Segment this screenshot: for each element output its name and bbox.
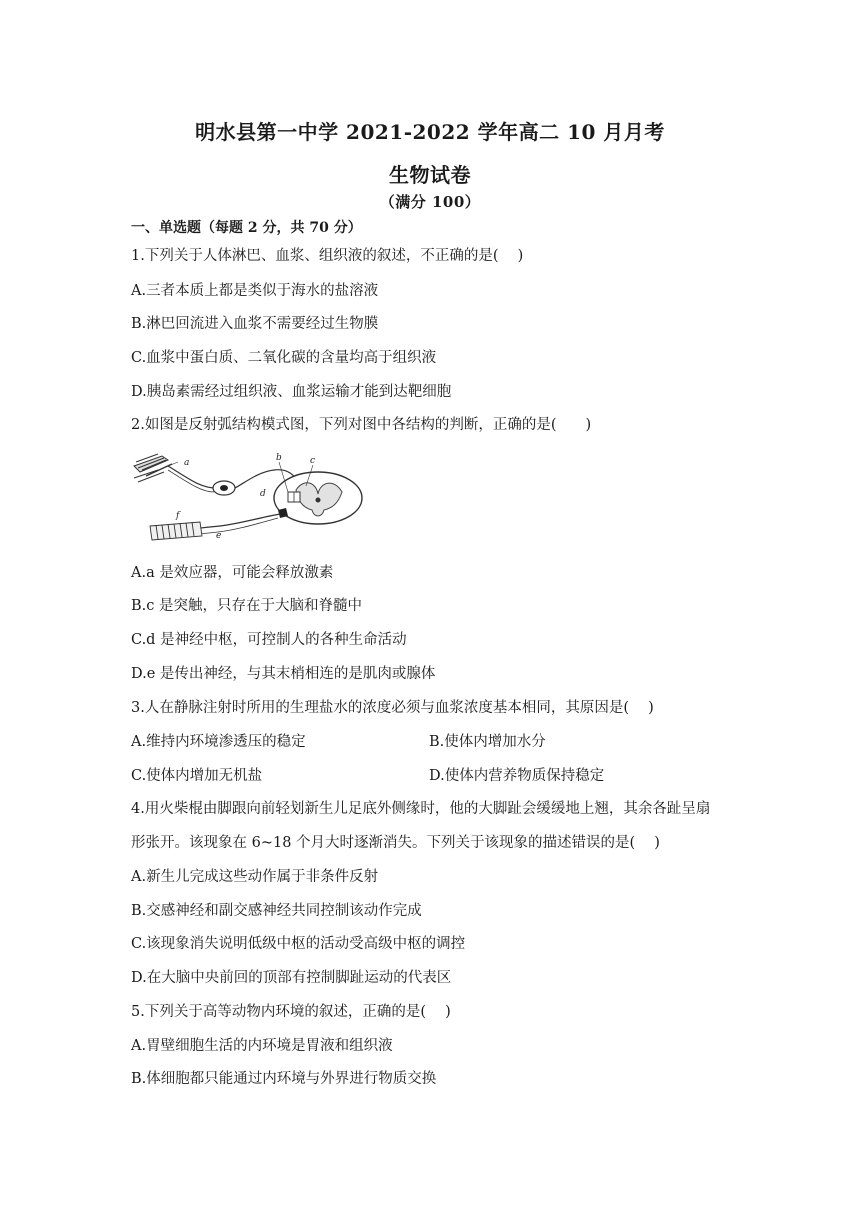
q2-option-b: B.c 是突触，只存在于大脑和脊髓中 bbox=[131, 598, 362, 614]
q3-option-c: C.使体内增加无机盐 bbox=[131, 768, 263, 784]
receptor-skin bbox=[134, 454, 172, 482]
q1-stem: 1.下列关于人体淋巴、血浆、组织液的叙述，不正确的是( ) bbox=[131, 248, 524, 264]
q3-option-b: B.使体内增加水分 bbox=[429, 734, 546, 750]
q3-option-a: A.维持内环境渗透压的稳定 bbox=[131, 734, 306, 750]
q3-stem: 3.人在静脉注射时所用的生理盐水的浓度必须与血浆浓度基本相同，其原因是( ) bbox=[131, 700, 654, 716]
exam-title: 明水县第一中学 2021-2022 学年高二 10 月月考 bbox=[195, 120, 665, 144]
q4-option-c: C.该现象消失说明低级中枢的活动受高级中枢的调控 bbox=[131, 936, 466, 952]
fig-label-b: b bbox=[276, 453, 282, 463]
q4-stem-line2: 形张开。该现象在 6~18 个月大时逐渐消失。下列关于该现象的描述错误的是( ) bbox=[131, 835, 660, 851]
effector-muscle bbox=[150, 522, 202, 540]
q2-option-a: A.a 是效应器，可能会释放激素 bbox=[131, 565, 334, 581]
q1-option-b: B.淋巴回流进入血浆不需要经过生物膜 bbox=[131, 316, 379, 332]
section-heading: 一、单选题（每题 2 分，共 70 分） bbox=[131, 220, 362, 236]
q2-option-d: D.e 是传出神经，与其末梢相连的是肌肉或腺体 bbox=[131, 666, 436, 682]
q4-option-a: A.新生儿完成这些动作属于非条件反射 bbox=[131, 869, 379, 885]
fig-label-e: e bbox=[216, 531, 222, 541]
fig-label-d: d bbox=[260, 489, 266, 499]
fig-label-a: a bbox=[184, 458, 190, 468]
q2-stem: 2.如图是反射弧结构模式图，下列对图中各结构的判断，正确的是( ) bbox=[131, 417, 592, 433]
q5-option-a: A.胃壁细胞生活的内环境是胃液和组织液 bbox=[131, 1038, 393, 1054]
q2-option-c: C.d 是神经中枢，可控制人的各种生命活动 bbox=[131, 632, 407, 648]
exam-score: （满分 100） bbox=[379, 193, 481, 211]
q1-option-a: A.三者本质上都是类似于海水的盐溶液 bbox=[131, 283, 379, 299]
q1-option-c: C.血浆中蛋白质、二氧化碳的含量均高于组织液 bbox=[131, 350, 437, 366]
q1-option-d: D.胰岛素需经过组织液、血浆运输才能到达靶细胞 bbox=[131, 384, 452, 400]
exam-subject: 生物试卷 bbox=[389, 163, 471, 187]
q4-option-b: B.交感神经和副交感神经共同控制该动作完成 bbox=[131, 903, 422, 919]
q5-option-b: B.体细胞都只能通过内环境与外界进行物质交换 bbox=[131, 1071, 437, 1087]
q4-option-d: D.在大脑中央前回的顶部有控制脚趾运动的代表区 bbox=[131, 970, 452, 986]
q5-stem: 5.下列关于高等动物内环境的叙述，正确的是( ) bbox=[131, 1004, 451, 1020]
q3-option-d: D.使体内营养物质保持稳定 bbox=[429, 768, 605, 784]
fig-label-f: f bbox=[176, 511, 180, 521]
q4-stem-line1: 4.用火柴棍由脚跟向前轻划新生儿足底外侧缘时，他的大脚趾会缓缓地上翘，其余各趾呈扇 bbox=[131, 801, 711, 817]
fig-label-c: c bbox=[310, 456, 316, 466]
reflex-arc-figure bbox=[128, 448, 368, 548]
